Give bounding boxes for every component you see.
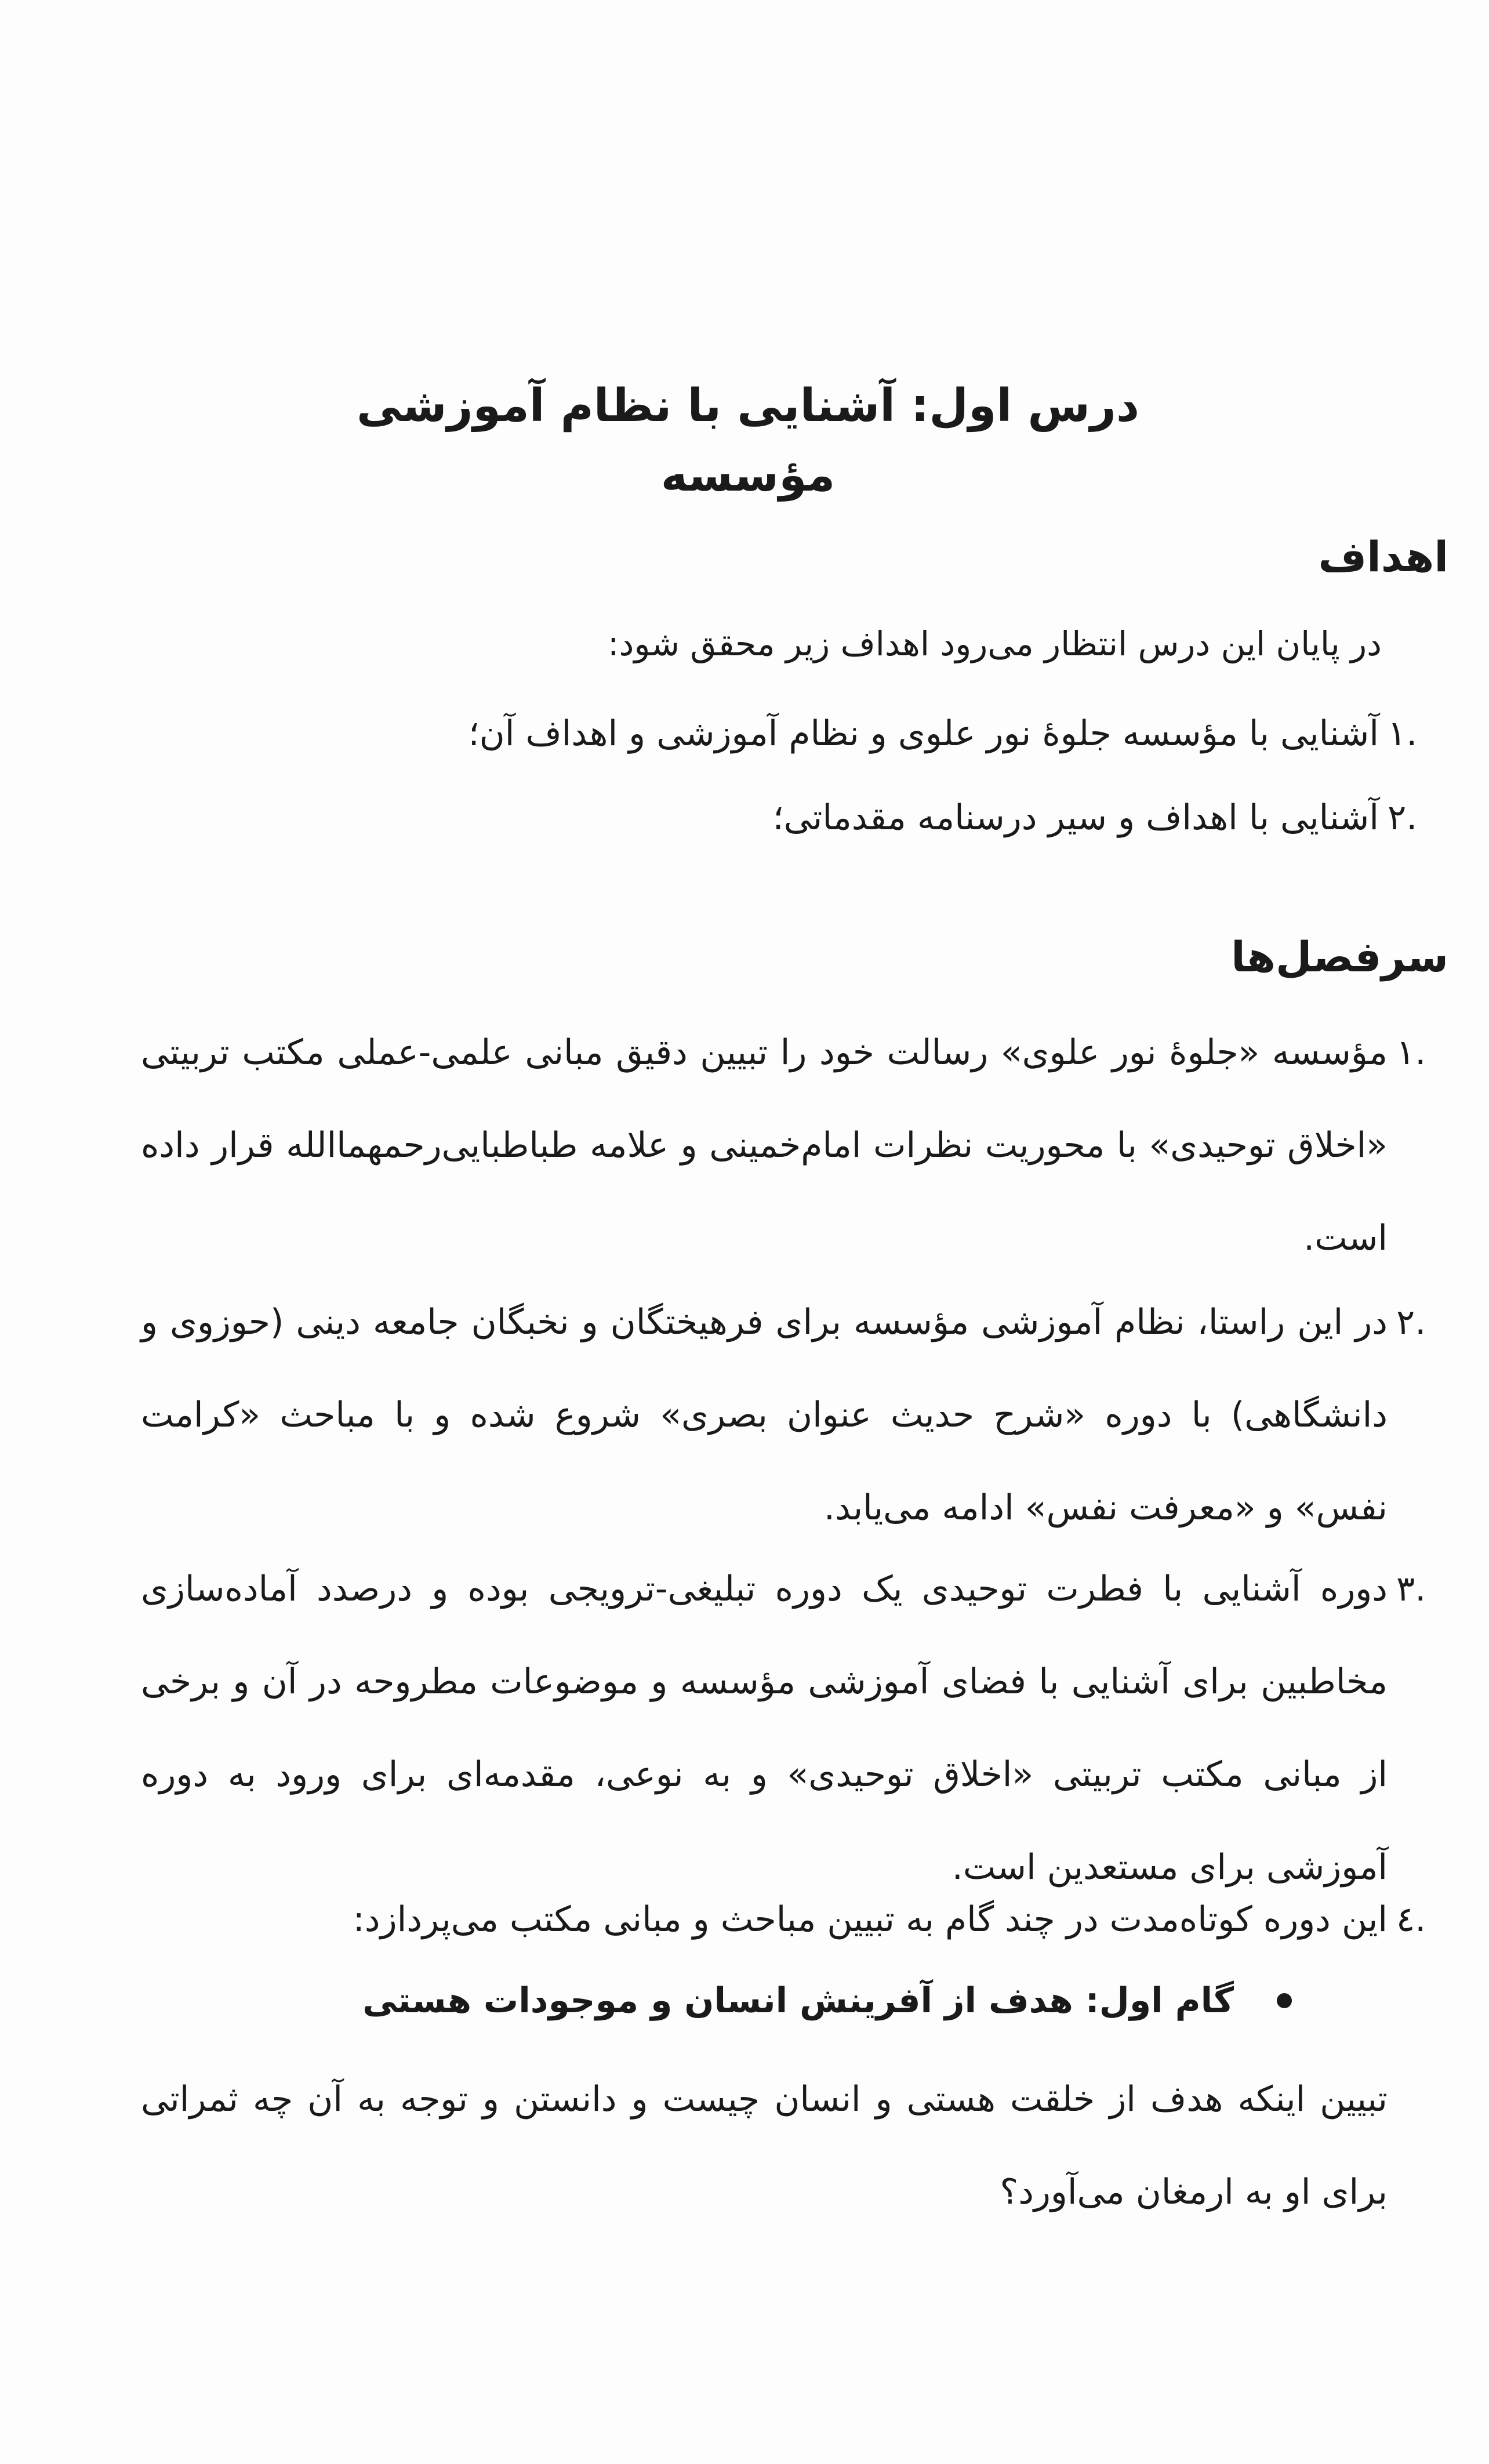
goal-item <box>103 699 1418 768</box>
topic-text: مؤسسه «جلوهٔ نور علوی» رسالت خود را تبیین دقیق مبانی علمی-عملی مکتب تربیتی «اخلاق توحیدی» با محوریت نظرات امام‌خمینی و علامه طباطبایی‌رحمهماالله قرار داده است. <box>141 1032 1388 1258</box>
step-description: تبیین اینکه هدف از خلقت هستی و انسان چیست و دانستن و توجه به آن چه ثمراتی برای او به ارمغان می‌آورد؟ <box>141 2079 1388 2212</box>
topic-text: در این راستا، نظام آموزشی مؤسسه برای فرهیختگان و نخبگان جامعه دینی (حوزوی و دانشگاهی) با دوره «شرح حدیث عنوان بصری» شروع شده و با مباحث «کرامت نفس» و «معرفت نفس» ادامه می‌یابد. <box>141 1302 1388 1528</box>
goals-intro: در پایان این درس انتظار می‌رود اهداف زیر محقق شود: <box>608 624 1382 663</box>
step-title: گام اول: هدف از آفرینش انسان و موجودات هستی <box>362 1980 1234 2021</box>
topic-number: ۲. <box>1396 1302 1426 1342</box>
bullet-dot-icon <box>1277 1993 1292 2008</box>
topic-text: دوره آشنایی با فطرت توحیدی یک دوره تبلیغی-ترویجی بوده و درصدد آماده‌سازی مخاطبین برای آشنایی با فضای آموزشی مؤسسه و موضوعات مطروحه در آن و برخی از مبانی مکتب تربیتی «اخلاق توحیدی» و به نوعی، مقدمه‌ای برای ورود به دوره آموزشی برای مستعدین است. <box>141 1569 1388 1888</box>
goal-item <box>103 783 1418 852</box>
topic-number: ۱. <box>1396 1032 1426 1073</box>
goals-heading: اهداف <box>1318 532 1448 581</box>
topic-item <box>141 1873 1426 1966</box>
step-bullet <box>97 1966 1234 2035</box>
topic-number: ۳. <box>1396 1569 1426 1609</box>
goal-number: ۲. <box>1388 797 1418 838</box>
goal-text: آشنایی با اهداف و سیر درسنامه مقدماتی؛ <box>772 797 1379 838</box>
lesson-title: درس اول: آشنایی با نظام آموزشی مؤسسه <box>357 380 1139 502</box>
topic-text: این دوره کوتاه‌مدت در چند گام به تبیین مباحث و مبانی مکتب می‌پردازد: <box>353 1899 1388 1940</box>
topic-item <box>141 1276 1426 1554</box>
topic-item <box>141 1006 1426 1284</box>
topic-item <box>141 1543 1426 1914</box>
goal-text: آشنایی با مؤسسه جلوهٔ نور علوی و نظام آموزشی و اهداف آن؛ <box>468 713 1379 754</box>
topics-heading: سرفصل‌ها <box>1231 932 1448 981</box>
topic-number: ٤. <box>1396 1899 1426 1940</box>
goal-number: ۱. <box>1388 713 1418 754</box>
